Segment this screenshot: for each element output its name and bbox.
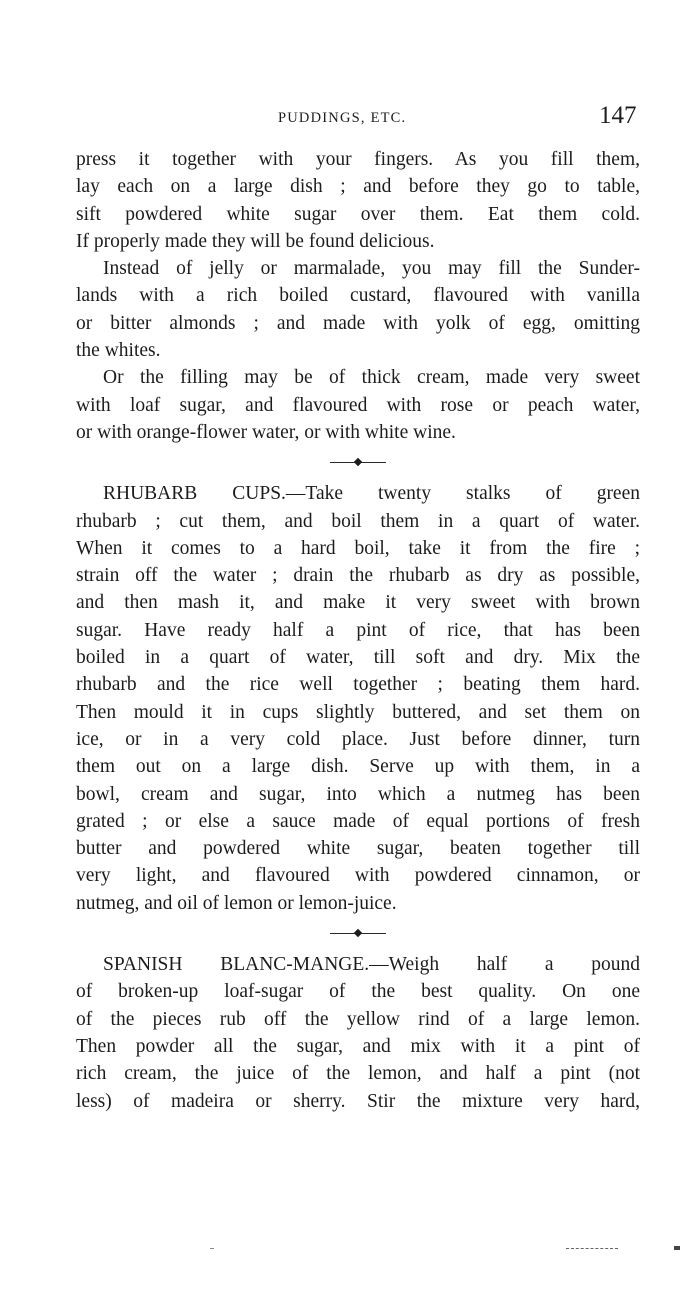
text-line: of the pieces rub off the yellow rind of a large lemon. — [76, 1008, 640, 1030]
running-title: PUDDINGS, ETC. — [278, 110, 407, 126]
text-line: lands with a rich boiled custard, flavoured with vanilla — [76, 285, 640, 307]
text-line: sugar. Have ready half a pint of rice, that has been — [76, 619, 640, 641]
section-separator — [76, 446, 640, 480]
text-line: boiled in a quart of water, till soft and dry. Mix the — [76, 647, 640, 669]
text-line: rhubarb and the rice well together ; beating them hard. — [76, 674, 640, 696]
recipe-spanish-blanc-mange — [76, 951, 640, 1115]
text-line: butter and powdered white sugar, beaten together till — [76, 838, 640, 860]
paragraph — [76, 364, 640, 446]
text-line: nutmeg, and oil of lemon or lemon-juice. — [76, 892, 397, 914]
text-line: When it comes to a hard boil, take it from the fire ; — [76, 537, 640, 559]
text-line: Then powder all the sugar, and mix with it a pint of — [76, 1035, 640, 1057]
text-line: strain off the water ; drain the rhubarb as dry as possible, — [76, 565, 640, 587]
running-head — [0, 102, 700, 132]
text-line: and then mash it, and make it very sweet with brown — [76, 592, 640, 614]
section-separator — [76, 917, 640, 951]
text-line: ice, or in a very cold place. Just before dinner, turn — [76, 728, 640, 750]
paragraph — [76, 255, 640, 364]
text-line: Or the filling may be of thick cream, made very sweet — [103, 367, 640, 389]
text-line: rich cream, the juice of the lemon, and half a pint (not — [76, 1063, 640, 1085]
text-line: If properly made they will be found delicious. — [76, 230, 435, 252]
separator-diamond-icon — [354, 929, 362, 937]
text-line: them out on a large dish. Serve up with them, in a — [76, 756, 640, 778]
text-line: or bitter almonds ; and made with yolk of egg, omitting — [76, 312, 640, 334]
page-footer-marks — [0, 1240, 700, 1260]
text-line: very light, and flavoured with powdered cinnamon, or — [76, 865, 640, 887]
page-number: 147 — [599, 102, 637, 129]
text-line: with loaf sugar, and flavoured with rose or peach water, — [76, 394, 640, 416]
text-line: grated ; or else a sauce made of equal portions of fresh — [76, 810, 640, 832]
text-line: less) of madeira or sherry. Stir the mixture very hard, — [76, 1090, 640, 1112]
separator-diamond-icon — [354, 458, 362, 466]
text-line: Instead of jelly or marmalade, you may fill the Sunder- — [103, 258, 640, 280]
text-line: sift powdered white sugar over them. Eat them cold. — [76, 203, 640, 225]
recipe-heading-line: SPANISH BLANC-MANGE.—Weigh half a pound — [103, 954, 640, 976]
body-text — [76, 146, 640, 1115]
text-line: lay each on a large dish ; and before they go to table, — [76, 176, 640, 198]
recipe-heading-line: RHUBARB CUPS.—Take twenty stalks of green — [103, 483, 640, 505]
print-speck — [674, 1246, 680, 1250]
print-speck — [566, 1248, 618, 1250]
text-line: of broken-up loaf-sugar of the best quality. On one — [76, 981, 640, 1003]
recipe-rhubarb-cups — [76, 480, 640, 917]
text-line: the whites. — [76, 340, 161, 362]
print-speck — [210, 1248, 214, 1249]
text-line: or with orange-flower water, or with white wine. — [76, 421, 456, 443]
text-line: Then mould it in cups slightly buttered, and set them on — [76, 701, 640, 723]
paragraph — [76, 146, 640, 255]
text-line: bowl, cream and sugar, into which a nutmeg has been — [76, 783, 640, 805]
text-line: press it together with your fingers. As you fill them, — [76, 149, 640, 170]
text-line: rhubarb ; cut them, and boil them in a quart of water. — [76, 510, 640, 532]
